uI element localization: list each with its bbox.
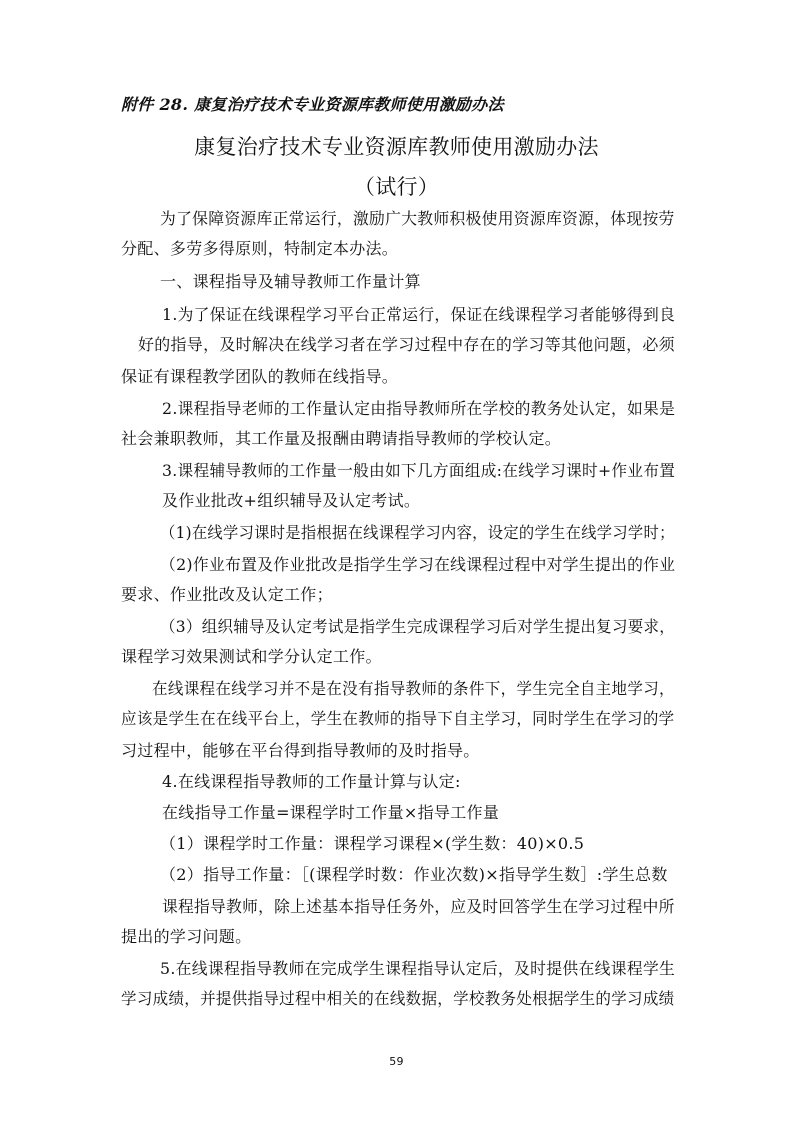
page-number: 59 bbox=[389, 1055, 404, 1068]
document-subtitle: （试行） bbox=[353, 175, 440, 199]
paragraph-line: 5.在线课程指导教师在完成学生课程指导认定后，及时提供在线课程学生 bbox=[160, 959, 676, 978]
section-heading: 一、课程指导及辅导教师工作量计算 bbox=[160, 272, 421, 291]
paragraph-line: 及作业批改+组织辅导及认定考试。 bbox=[162, 491, 421, 510]
paragraph-line: 3.课程辅导教师的工作量一般由如下几方面组成:在线学习课时+作业布置 bbox=[162, 461, 676, 480]
paragraph-line: （2)作业布置及作业批改是指学生学习在线课程过程中对学生提出的作业 bbox=[160, 555, 676, 574]
paragraph-line: （3）组织辅导及认定考试是指学生完成课程学习后对学生提出复习要求， bbox=[160, 617, 676, 636]
paragraph-line: 学习成绩，并提供指导过程中相关的在线数据，学校教务处根据学生的学习成绩 bbox=[121, 989, 675, 1008]
paragraph-line: 提出的学习问题。 bbox=[121, 927, 252, 946]
paragraph-line: 社会兼职教师，其工作量及报酬由聘请指导教师的学校认定。 bbox=[121, 429, 562, 448]
paragraph-line: 2.课程指导老师的工作量认定由指导教师所在学校的教务处认定，如果是 bbox=[162, 399, 676, 418]
paragraph-line: 课程学习效果测试和学分认定工作。 bbox=[121, 647, 382, 666]
attachment-heading: 附件 28. 康复治疗技术专业资源库教师使用激励办法 bbox=[121, 95, 504, 114]
paragraph-line: 要求、作业批改及认定工作； bbox=[121, 585, 333, 604]
paragraph-line: 在线课程在线学习并不是在没有指导教师的条件下，学生完全自主地学习， bbox=[152, 679, 675, 698]
paragraph-line: 课程指导教师，除上述基本指导任务外，应及时回答学生在学习过程中所 bbox=[162, 897, 675, 916]
paragraph-line: （2）指导工作量：［(课程学时数：作业次数)×指导学生数］:学生总数 bbox=[160, 865, 668, 884]
paragraph-line: （1)在线学习课时是指根据在线课程学习内容，设定的学生在线学习学时； bbox=[160, 523, 675, 542]
paragraph-line: 1.为了保证在线课程学习平台正常运行，保证在线课程学习者能够得到良 bbox=[162, 305, 676, 324]
paragraph-line: 应该是学生在在线平台上，学生在教师的指导下自主学习，同时学生在学习的学 bbox=[121, 709, 675, 728]
paragraph-line: 习过程中，能够在平台得到指导教师的及时指导。 bbox=[121, 741, 480, 760]
paragraph-line: 好的指导，及时解决在线学习者在学习过程中存在的学习等其他问题，必须 bbox=[138, 335, 675, 354]
paragraph-line: 4.在线课程指导教师的工作量计算与认定: bbox=[162, 772, 461, 791]
paragraph-line: 在线指导工作量=课程学时工作量×指导工作量 bbox=[162, 803, 500, 822]
paragraph-line: （1）课程学时工作量：课程学习课程×(学生数：40)×0.5 bbox=[160, 834, 585, 853]
paragraph-line: 保证有课程教学团队的教师在线指导。 bbox=[121, 367, 399, 386]
document-title: 康复治疗技术专业资源库教师使用激励办法 bbox=[194, 135, 599, 159]
paragraph-line: 分配、多劳多得原则，特制定本办法。 bbox=[121, 239, 399, 258]
paragraph-line: 为了保障资源库正常运行，激励广大教师积极使用资源库资源，体现按劳 bbox=[160, 209, 675, 228]
